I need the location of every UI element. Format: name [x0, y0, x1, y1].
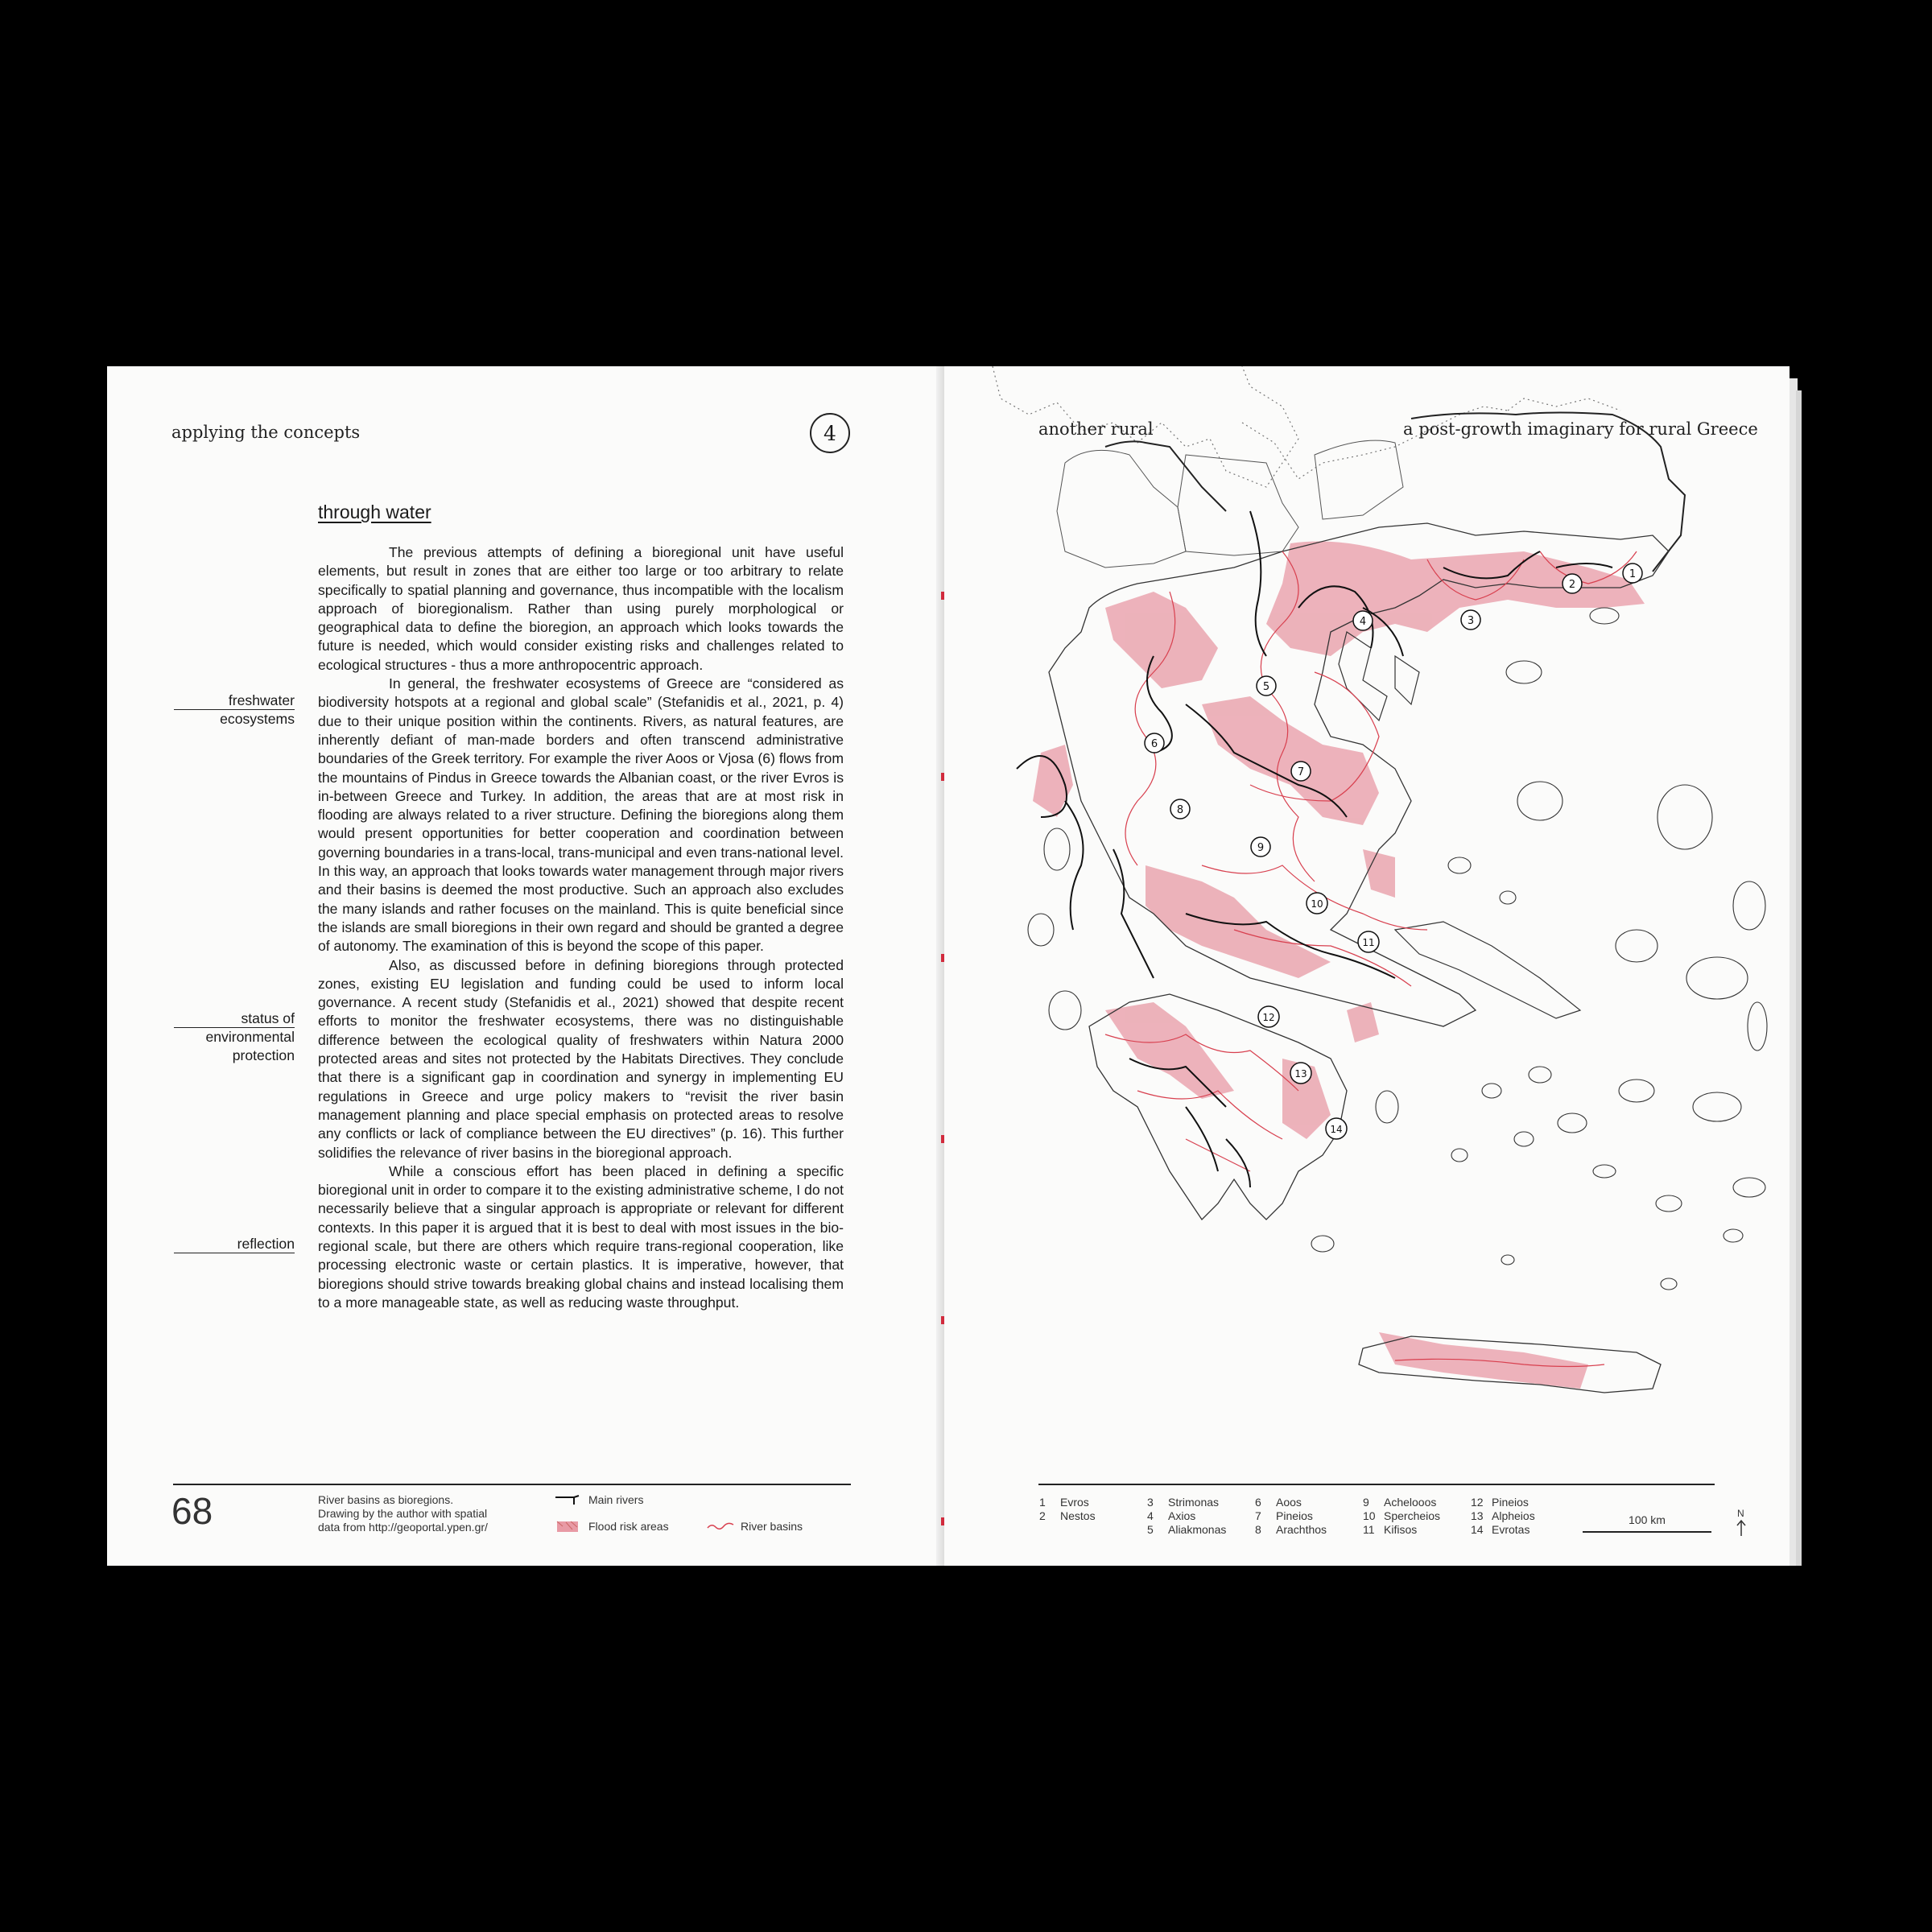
margin-note-title: freshwater — [174, 692, 295, 710]
print-mark — [941, 954, 944, 962]
svg-text:3: 3 — [1467, 615, 1475, 627]
north-label: N — [1737, 1508, 1744, 1519]
map-label-5 — [1257, 676, 1276, 696]
basin-item: 6 Aoos — [1255, 1496, 1302, 1509]
running-head-left: another rural — [1038, 419, 1154, 439]
basin-item: 2 Nestos — [1039, 1509, 1096, 1522]
legend-label: Main rivers — [588, 1493, 644, 1506]
svg-text:14: 14 — [1330, 1124, 1343, 1135]
page-edge — [1796, 390, 1802, 1566]
map-label-9 — [1251, 837, 1270, 857]
legend-flood-risk — [555, 1520, 669, 1533]
basin-item: 11 Kifisos — [1363, 1523, 1418, 1536]
chapter-number-badge: 4 — [810, 413, 850, 453]
basin-list-col-5 — [1471, 1496, 1535, 1537]
map-label-4 — [1353, 611, 1373, 630]
margin-note-freshwater — [174, 692, 295, 729]
svg-text:5: 5 — [1262, 681, 1270, 693]
print-mark — [941, 773, 944, 781]
basin-item: 14 Evrotas — [1471, 1523, 1530, 1536]
svg-text:2: 2 — [1568, 579, 1576, 591]
basin-item: 4 Axios — [1147, 1509, 1196, 1522]
map-label-2 — [1563, 574, 1582, 593]
running-head-left: applying the concepts — [171, 423, 361, 442]
basin-list-col-2 — [1147, 1496, 1226, 1537]
basin-list-col-1 — [1039, 1496, 1096, 1523]
basin-item: 13 Alpheios — [1471, 1509, 1535, 1522]
svg-text:9: 9 — [1257, 842, 1265, 854]
svg-text:10: 10 — [1311, 898, 1323, 910]
svg-text:6: 6 — [1150, 738, 1158, 750]
print-mark — [941, 1135, 944, 1143]
print-mark — [941, 1316, 944, 1324]
scale-label: 100 km — [1629, 1513, 1666, 1526]
map-label-14 — [1326, 1118, 1347, 1139]
basin-item: 10 Spercheios — [1363, 1509, 1441, 1522]
body-text — [318, 543, 844, 1312]
svg-text:8: 8 — [1176, 804, 1184, 816]
basin-item: 1 Evros — [1039, 1496, 1089, 1509]
section-title: through water — [318, 502, 431, 522]
book-spread — [107, 366, 1802, 1570]
margin-note-subtitle: environmental protection — [205, 1029, 295, 1064]
basin-item: 3 Strimonas — [1147, 1496, 1220, 1509]
basin-item: 8 Arachthos — [1255, 1523, 1327, 1536]
margin-note-subtitle: ecosystems — [220, 711, 295, 727]
map-label-13 — [1290, 1063, 1311, 1084]
margin-note-title: status of — [174, 1010, 295, 1028]
map-label-11 — [1358, 931, 1379, 952]
print-mark — [941, 1517, 944, 1525]
basin-list-col-3 — [1255, 1496, 1327, 1537]
page-number: 68 — [171, 1490, 213, 1532]
footer-rule — [1038, 1484, 1715, 1485]
north-arrow-icon — [1736, 1519, 1747, 1537]
running-head-right: a post-growth imaginary for rural Greece — [1403, 419, 1758, 439]
print-mark — [941, 592, 944, 600]
legend-label: River basins — [741, 1520, 803, 1533]
margin-note-reflection — [174, 1236, 295, 1253]
map-label-1 — [1623, 564, 1642, 583]
map-label-3 — [1461, 610, 1480, 630]
footer-rule — [173, 1484, 851, 1485]
map-label-12 — [1258, 1006, 1279, 1027]
flood-risk-swatch-icon — [555, 1520, 582, 1533]
map-label-10 — [1307, 893, 1327, 914]
basin-item: 5 Aliakmonas — [1147, 1523, 1227, 1536]
svg-text:4: 4 — [1359, 616, 1367, 628]
basin-item: 9 Achelooos — [1363, 1496, 1437, 1509]
scale-bar — [1583, 1531, 1711, 1533]
basin-item: 12 Pineios — [1471, 1496, 1529, 1509]
legend-label: Flood risk areas — [588, 1520, 669, 1533]
greece-river-basins-map — [944, 366, 1790, 1477]
caption-line: River basins as bioregions. — [318, 1493, 454, 1506]
margin-note-status — [174, 1010, 295, 1066]
paragraph: While a conscious effort has been placed in defining a specific bioregional unit in order to compare it to the existing administrative scheme, I do not necessarily believe that a singular approach is appropriate or relevant for different contexts. In this paper it is argued that it is best to deal with most issues in the bio-regional scale, but there are others which require trans-regional cooperation, like processing electronic waste or certain plastics. It is imperative, however, that bioregions should strive towards breaking global chains and instead localising them to a more manageable state, as well as reducing waste throughput. — [318, 1162, 844, 1311]
left-page — [107, 366, 944, 1566]
margin-note-title: reflection — [174, 1236, 295, 1253]
svg-text:13: 13 — [1294, 1068, 1307, 1080]
right-page — [944, 366, 1790, 1566]
paragraph: Also, as discussed before in defining bioregions through protected zones, existing EU legislation and funding could be used to inform local governance. A recent study (Stefanidis et al., 2021) showed that despite recent efforts to monitor the freshwater ecosystems, there was no distinguishable difference between the ecological quality of freshwaters within Natura 2000 protected areas and sites not protected by the Habitats Directives. They conclude that there is a significant gap in coordination and synergy in implementing EU regulations in Greece and urge policy makers to “revisit the river basin management planning and place special emphasis on protected areas to resolve any conflicts or lack of compliance between the EU directives” (p. 16). This further solidifies the relevance of river basins in the bioregional approach. — [318, 956, 844, 1161]
svg-text:7: 7 — [1297, 766, 1305, 778]
caption-line: Drawing by the author with spatial — [318, 1507, 488, 1520]
paragraph: The previous attempts of defining a bioregional unit have useful elements, but result in zones that are either too large or too arbitrary to relate specifically to spatial planning and governance, thus incompatible with the localism approach of bioregionalism. Rather than using purely morphological or geographical data to define the bioregion, an approach which looks towards the future is needed, which would consider existing risks and challenges related to ecological structures - thus a more anthropocentric approach. — [318, 544, 844, 673]
legend-main-rivers — [555, 1493, 643, 1506]
svg-text:12: 12 — [1262, 1012, 1275, 1023]
main-river-symbol-icon — [555, 1494, 582, 1505]
map-label-6 — [1145, 733, 1164, 753]
paragraph: In general, the freshwater ecosystems of Greece are “considered as biodiversity hotspots at a regional and global scale” (Stefanidis et al., 2021, p. 4) due to their unique position within the continents. Rivers, as natural features, are inherently defiant of man-made borders and often transcend administrative boundaries of the Greek territory. For example the river Aoos or Vjosa (6) flows from the mountains of Pindus in Greece towards the Albanian coast, or the river Evros is in-between Greece and Turkey. In addition, the areas that are at most risk in flooding are always related to a river structure. Defining the bioregions along them would present opportunities for better cooperation and coordination between governing boundaries in a trans-local, trans-municipal and even trans-national level. In this way, an approach that looks towards water management through major rivers and their basins is deemed the most productive. Such an approach also excludes the many islands and rather focuses on the mainland. This is quite beneficial since the islands are small bioregions in their own regard and should be granted a degree of autonomy. The examination of this is beyond the scope of this paper. — [318, 675, 844, 955]
svg-text:11: 11 — [1362, 937, 1375, 948]
svg-text:1: 1 — [1629, 568, 1637, 580]
map-label-8 — [1170, 799, 1190, 819]
figure-caption — [318, 1493, 519, 1534]
basin-list-col-4 — [1363, 1496, 1440, 1537]
river-basin-line-icon — [707, 1521, 734, 1532]
map-label-7 — [1291, 762, 1311, 781]
caption-line: data from http://geoportal.ypen.gr/ — [318, 1521, 488, 1534]
basin-item: 7 Pineios — [1255, 1509, 1313, 1522]
legend-river-basins — [707, 1520, 803, 1533]
